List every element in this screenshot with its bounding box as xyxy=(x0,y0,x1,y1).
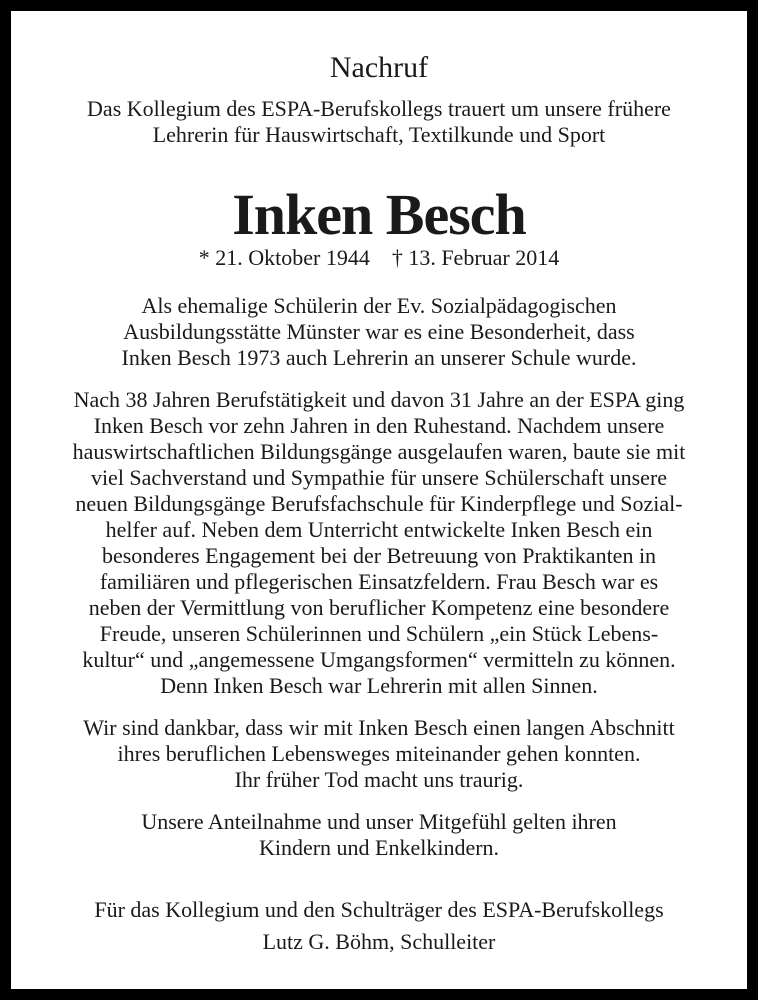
text-line: Das Kollegium des ESPA-Berufskollegs trauert um unsere frühere xyxy=(87,96,671,121)
text-line: Wir sind dankbar, dass wir mit Inken Besch einen langen Abschnitt xyxy=(83,715,675,740)
paragraph-3 xyxy=(11,715,747,793)
text-line: familiären und pflegerischen Einsatzfeldern. Frau Besch war es xyxy=(99,569,659,594)
text-line: Lutz G. Böhm, Schulleiter xyxy=(262,929,496,954)
life-dates xyxy=(11,245,747,271)
text-line: Nach 38 Jahren Berufstätigkeit und davon 31 Jahre an der ESPA ging xyxy=(73,387,685,412)
text-line: Inken Besch 1973 auch Lehrerin an unserer Schule wurde. xyxy=(121,345,637,370)
text-line: viel Sachverstand und Sympathie für unsere Schülerschaft unsere xyxy=(90,465,668,490)
text-line: ihres beruflichen Lebensweges miteinander gehen konnten. xyxy=(117,741,641,766)
closing-line xyxy=(11,897,747,923)
obituary-notice xyxy=(11,11,747,989)
text-line: kultur“ und „angemessene Umgangsformen“ vermitteln zu können. xyxy=(82,647,676,672)
paragraph-1 xyxy=(11,293,747,371)
dates-text: * 21. Oktober 1944 † 13. Februar 2014 xyxy=(198,245,560,270)
text-line: Für das Kollegium und den Schulträger des ESPA-Berufskollegs xyxy=(94,897,664,922)
intro-text xyxy=(11,96,747,148)
deceased-name: Inken Besch xyxy=(232,182,526,247)
text-line: Inken Besch vor zehn Jahren in den Ruhestand. Nachdem unsere xyxy=(93,413,665,438)
text-line: Ihr früher Tod macht uns traurig. xyxy=(234,767,524,792)
paragraph-4 xyxy=(11,809,747,861)
paragraph-2 xyxy=(11,387,747,699)
text-line: neben der Vermittlung von beruflicher Kompetenz eine besondere xyxy=(88,595,670,620)
text-line: besonderes Engagement bei der Betreuung von Praktikanten in xyxy=(101,543,657,568)
text-line: Ausbildungsstätte Münster war es eine Besonderheit, dass xyxy=(123,319,635,344)
text-line: Freude, unseren Schülerinnen und Schülern „ein Stück Lebens- xyxy=(99,621,659,646)
text-line: helfer auf. Neben dem Unterricht entwickelte Inken Besch ein xyxy=(105,517,653,542)
text-line: hauswirtschaftlichen Bildungsgänge ausgelaufen waren, baute sie mit xyxy=(72,439,686,464)
text-line: neuen Bildungsgänge Berufsfachschule für Kinderpflege und Sozial- xyxy=(75,491,683,516)
signature xyxy=(11,929,747,955)
text-line: Unsere Anteilnahme und unser Mitgefühl gelten ihren xyxy=(141,809,617,834)
text-line: Kindern und Enkelkindern. xyxy=(258,835,500,860)
text-line: Als ehemalige Schülerin der Ev. Sozialpädagogischen xyxy=(141,293,617,318)
notice-title: Nachruf xyxy=(329,51,429,84)
text-line: Denn Inken Besch war Lehrerin mit allen Sinnen. xyxy=(160,673,598,698)
text-line: Lehrerin für Hauswirtschaft, Textilkunde und Sport xyxy=(152,122,606,147)
